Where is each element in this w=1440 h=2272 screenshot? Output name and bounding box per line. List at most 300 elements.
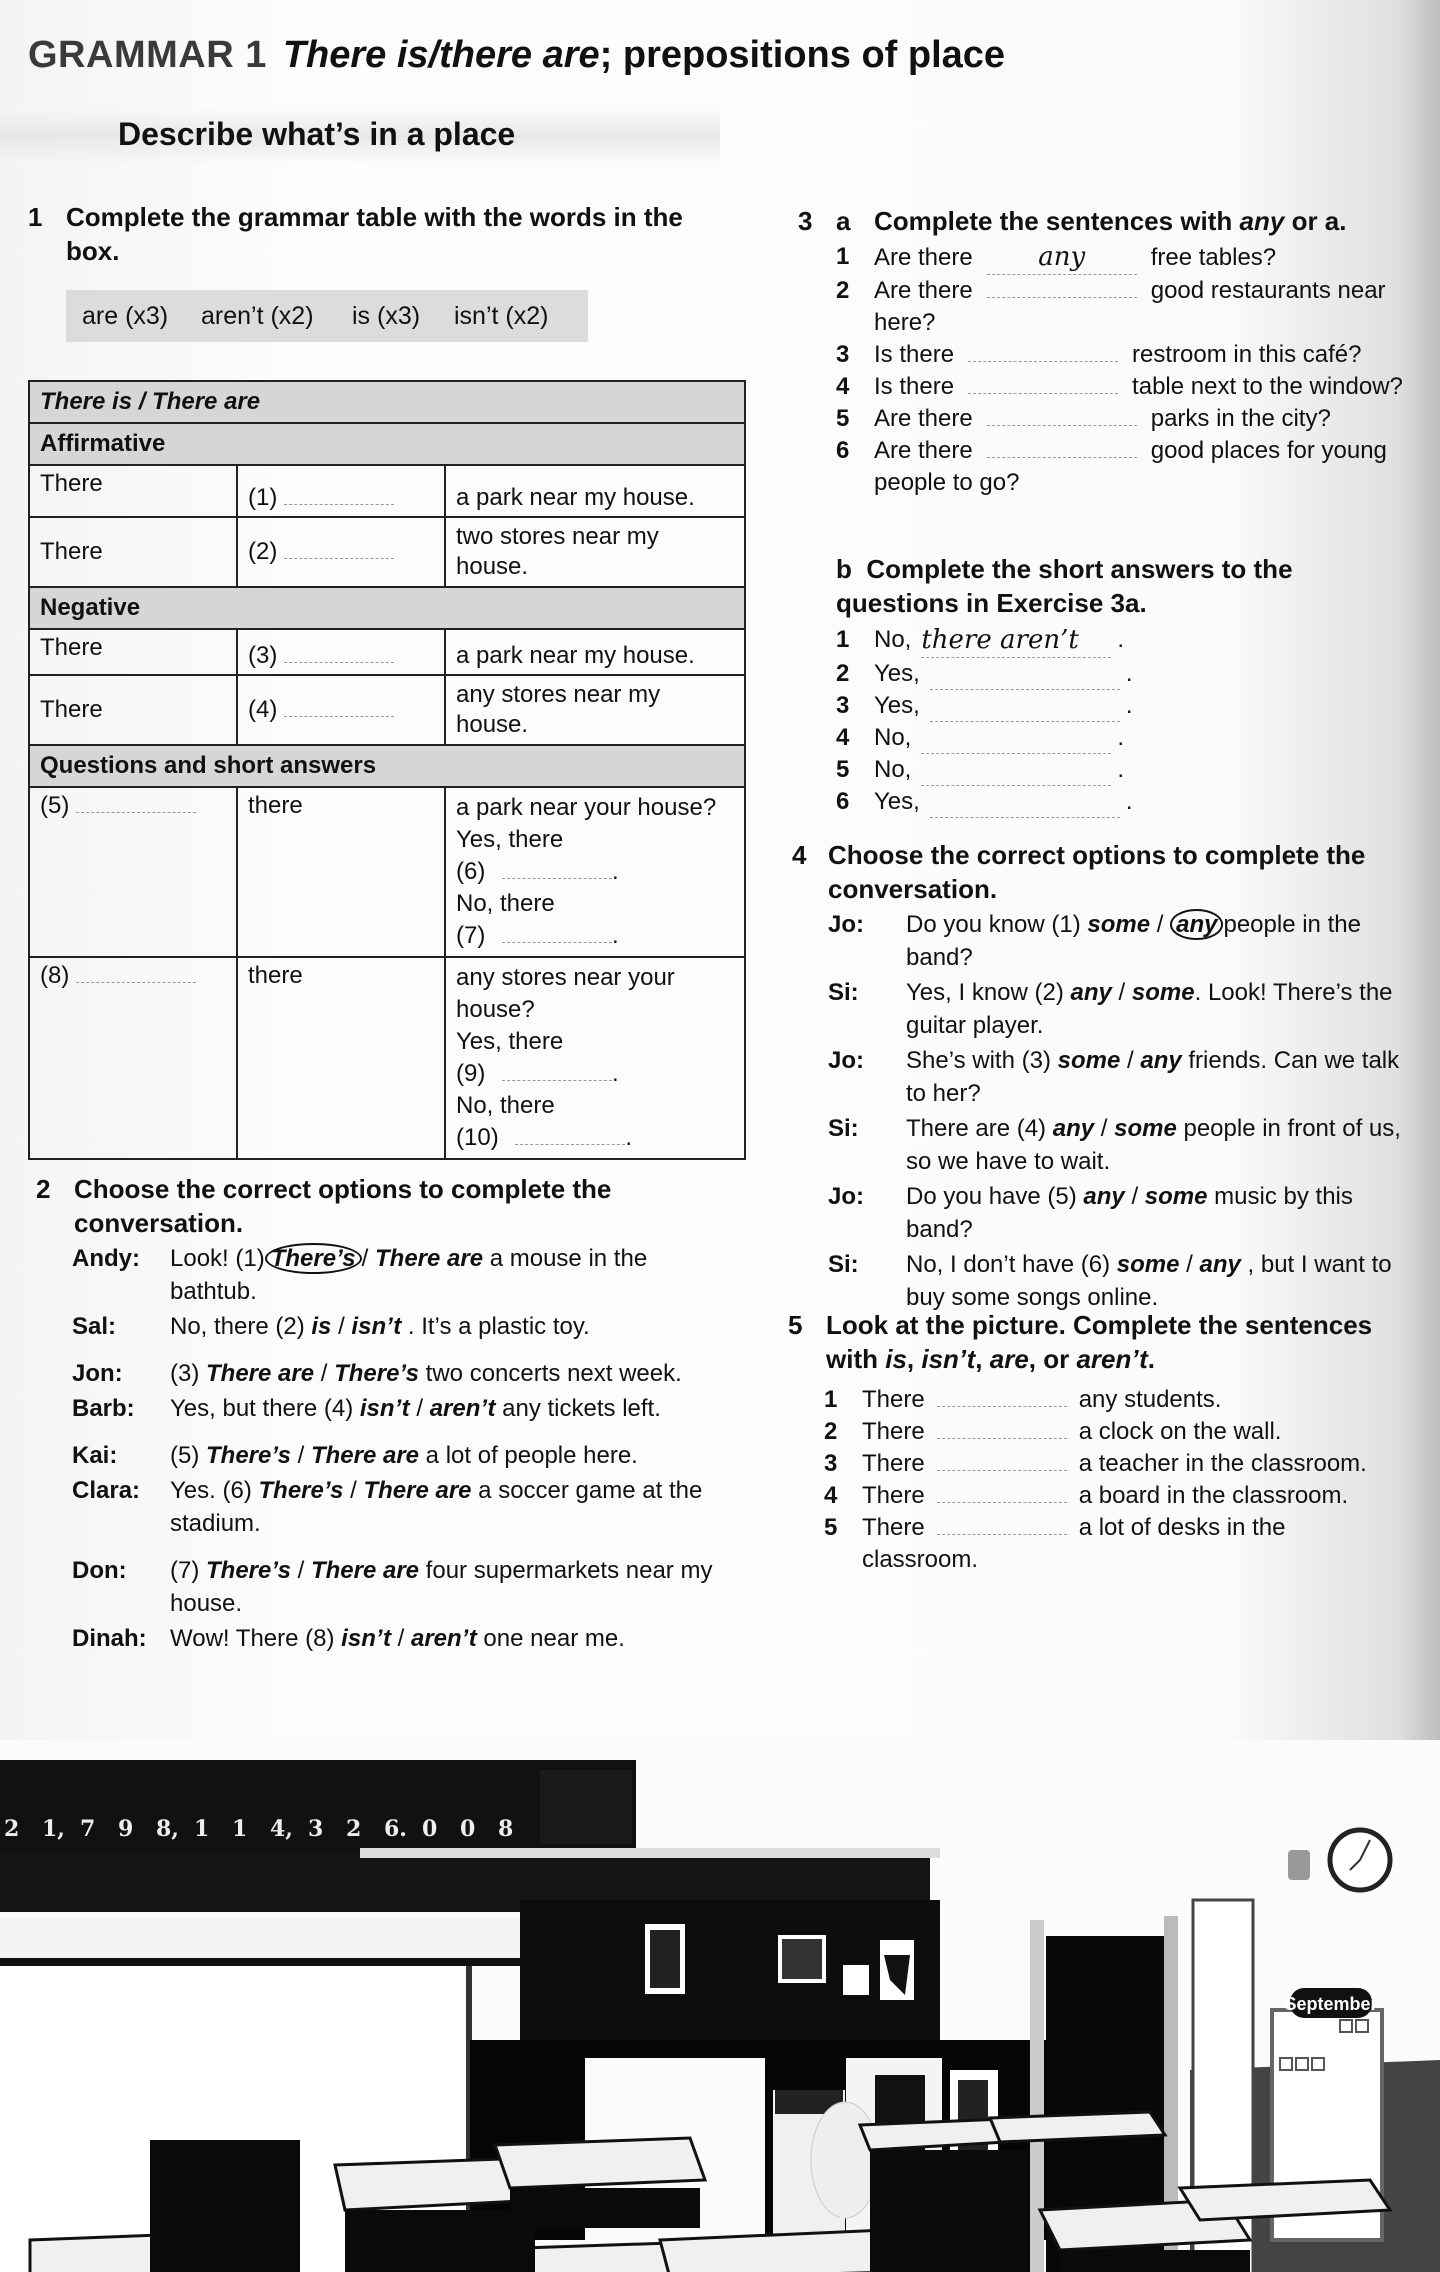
instruction-any: any: [1239, 206, 1285, 236]
table-row: [29, 517, 745, 587]
exercise-4-heading: [792, 838, 1402, 906]
sentence-item: [824, 1512, 1398, 1576]
period: .: [1117, 724, 1125, 751]
section-row: [29, 423, 745, 465]
item-text: [874, 241, 1276, 275]
dialogue: [792, 908, 1402, 1314]
exercise-letter: a: [836, 206, 851, 236]
speaker-name: Kai:: [72, 1442, 118, 1469]
sentence-start: Are there: [874, 405, 973, 432]
short-answer-item: [836, 786, 1408, 818]
line-pre: She’s with (3): [906, 1047, 1058, 1074]
line-post: any tickets left.: [495, 1395, 661, 1422]
table-cell: there: [237, 957, 445, 1159]
instruction-a: a.: [1324, 206, 1347, 236]
line-text: [906, 976, 1402, 1042]
dialogue-line: [792, 1044, 1402, 1110]
sentence-item: [836, 339, 1408, 371]
option-2[interactable]: some: [1144, 1183, 1208, 1210]
answer-blank[interactable]: [937, 1534, 1067, 1535]
place-value-digit: 0: [422, 1816, 438, 1842]
item-number: 6: [836, 788, 850, 815]
answer-blank[interactable]: [930, 786, 1120, 818]
option-1[interactable]: There’s: [206, 1442, 291, 1469]
sentence-item: [824, 1480, 1398, 1512]
place-value-digit: 3: [308, 1816, 324, 1842]
question-text: a park near your house?: [456, 794, 717, 821]
item-number: 5: [836, 405, 850, 432]
line-post: . It’s a plastic toy.: [401, 1313, 590, 1340]
answer-blank[interactable]: [930, 658, 1120, 690]
table-cell: There: [29, 629, 237, 675]
blank-number: (9): [456, 1060, 486, 1087]
classroom-illustration: [0, 1740, 1440, 2272]
item-text: [874, 435, 1408, 499]
option-2[interactable]: any: [1140, 1047, 1182, 1074]
blank-input[interactable]: [502, 1080, 612, 1081]
sentence-item: [824, 1384, 1398, 1416]
sentence-end: good restaurants near here?: [874, 277, 1386, 336]
line-post: a soccer game at the stadium.: [170, 1477, 703, 1537]
blank-input[interactable]: [76, 812, 196, 813]
place-value-digit: 1: [194, 1816, 210, 1842]
speaker-name: Jo:: [828, 1047, 864, 1074]
classroom-photo: [0, 1740, 1440, 2272]
speaker-name: Si:: [828, 979, 859, 1006]
subtitle-band: [0, 108, 720, 164]
option-2[interactable]: There are: [363, 1477, 472, 1504]
exercise-instruction: Choose the correct options to complete the conversation.: [828, 840, 1366, 904]
blank-input[interactable]: [284, 662, 394, 663]
sentence-start: There: [862, 1514, 925, 1541]
topic-italic: There is/there are: [282, 34, 600, 76]
option-1[interactable]: isn’t: [341, 1625, 391, 1652]
answer-blank[interactable]: [987, 297, 1137, 298]
section-row: [29, 587, 745, 629]
table-cell: There: [29, 675, 237, 745]
item-text: [862, 1480, 1398, 1512]
line-post: . Look! There’s the guitar player.: [906, 979, 1393, 1039]
option-separator: /: [1111, 979, 1132, 1006]
dialogue-line: [36, 1242, 736, 1308]
table-title-row: [29, 381, 745, 423]
item-number: 1: [824, 1386, 838, 1413]
exercise-3b-heading: [798, 552, 1408, 620]
exercise-4: [792, 838, 1402, 1314]
dialogue: [36, 1242, 736, 1655]
short-answer-list: [798, 624, 1408, 818]
place-value-digit: 1,: [42, 1816, 65, 1842]
section-negative: Negative: [29, 587, 745, 629]
option-separator: /: [343, 1477, 364, 1504]
option-2[interactable]: any: [1170, 909, 1223, 940]
line-pre: No, there (2): [170, 1313, 312, 1340]
sentence-item: [824, 1416, 1398, 1448]
section-row: [29, 745, 745, 787]
line-post: two concerts next week.: [419, 1360, 682, 1387]
sentence-start: Are there: [874, 277, 973, 304]
short-answer-item: [836, 658, 1408, 690]
word-box: [66, 290, 588, 342]
exercise-number: 4: [792, 840, 807, 870]
item-text: [862, 1384, 1398, 1416]
option-1[interactable]: isn’t: [359, 1395, 410, 1422]
subtitle: Describe what’s in a place: [118, 116, 516, 152]
word-box-item: is (x3): [352, 302, 421, 330]
item-text: [874, 403, 1331, 435]
line-text: [170, 1474, 736, 1540]
dialogue-line: [36, 1474, 736, 1540]
option-2[interactable]: isn’t: [351, 1313, 402, 1340]
option-2[interactable]: There are: [310, 1557, 420, 1584]
answer-blank[interactable]: [937, 1406, 1067, 1407]
sentence-item: [836, 371, 1408, 403]
line-post: music by this band?: [906, 1183, 1353, 1243]
blank-input[interactable]: [502, 878, 612, 879]
sentence-end: a teacher in the classroom.: [1078, 1450, 1367, 1477]
option-1[interactable]: some: [1057, 1047, 1121, 1074]
instruction-text: Complete the sentences with: [874, 206, 1240, 236]
blank-input[interactable]: [515, 1144, 625, 1145]
option-1[interactable]: There are: [206, 1360, 315, 1387]
speaker-name: Jo:: [828, 1183, 864, 1210]
option-1[interactable]: any: [1070, 979, 1112, 1006]
answer-blank[interactable]: [968, 393, 1118, 394]
table-row: [29, 675, 745, 745]
line-text: [906, 1180, 1402, 1246]
option-1[interactable]: is: [311, 1313, 332, 1340]
item-text: [874, 371, 1403, 403]
period: .: [1117, 756, 1125, 783]
line-pre: Yes, I know (2): [906, 979, 1071, 1006]
line-post: people in the band?: [906, 911, 1361, 971]
blank-number: (3): [248, 642, 278, 669]
answer-start: No,: [874, 756, 912, 783]
table-cell: There: [29, 517, 237, 587]
option-separator: /: [290, 1557, 311, 1584]
sentence-start: There: [862, 1482, 925, 1509]
sentence-end: restroom in this café?: [1132, 341, 1362, 368]
speaker-name: Dinah:: [72, 1625, 147, 1652]
place-value-digit: 8,: [156, 1816, 179, 1842]
short-answer-item: [836, 624, 1408, 658]
item-text: [874, 339, 1361, 371]
item-number: 4: [836, 373, 850, 400]
sentence-start: Is there: [874, 373, 955, 400]
sentence-item: [836, 435, 1408, 499]
exercise-5: [788, 1308, 1398, 1576]
sentence-item: [836, 275, 1408, 339]
place-value-digit: 2: [346, 1816, 362, 1842]
section-questions: Questions and short answers: [29, 745, 745, 787]
line-pre: (7): [170, 1557, 206, 1584]
sentence-end: parks in the city?: [1150, 405, 1331, 432]
table-title: There is / There are: [29, 381, 745, 423]
speaker-name: Jo:: [828, 911, 864, 938]
page-title: [28, 34, 1005, 77]
blank-input[interactable]: [76, 982, 196, 983]
table-row: (8) there any stores near your house? Yes, there (9) . No, there (10) .: [29, 957, 745, 1159]
place-value-digit: 0: [460, 1816, 476, 1842]
answer-blank[interactable]: [937, 1438, 1067, 1439]
exercise-number: 3: [798, 206, 813, 236]
place-value-digit: 1: [232, 1816, 248, 1842]
option-1[interactable]: There’s: [206, 1557, 291, 1584]
table-row: [29, 629, 745, 675]
option-2[interactable]: some: [1114, 1115, 1177, 1142]
exercise-2-heading: [36, 1172, 736, 1240]
dialogue-line: [792, 1180, 1402, 1246]
item-number: 3: [836, 692, 850, 719]
period: .: [1125, 660, 1133, 687]
grammar-table: [28, 380, 746, 1160]
exercise-3a: [798, 206, 1408, 499]
sentence-end: table next to the window?: [1132, 373, 1403, 400]
line-text: [906, 908, 1402, 974]
option-separator: /: [290, 1442, 311, 1469]
exercise-5-heading: 5 Look at the picture. Complete the sentences with is, isn’t, are, or aren’t.: [788, 1310, 1373, 1374]
table-cell: any stores near my house.: [445, 675, 745, 745]
dialogue-line: [36, 1622, 736, 1655]
line-post: a lot of people here.: [419, 1442, 638, 1469]
dialogue-line: [36, 1554, 736, 1620]
sentence-start: Is there: [874, 341, 955, 368]
short-answer-no: No, there: [456, 890, 555, 917]
table-cell: There: [29, 465, 237, 517]
exercise-number: 1: [28, 202, 43, 232]
option-2[interactable]: aren’t: [410, 1625, 477, 1652]
period: .: [1125, 788, 1133, 815]
blank-input[interactable]: [284, 558, 394, 559]
sentence-start: Are there: [874, 437, 973, 464]
item-number: 1: [836, 243, 850, 270]
line-text: [170, 1439, 736, 1472]
table-cell: two stores near my house.: [445, 517, 745, 587]
line-pre: Do you have (5): [906, 1183, 1084, 1210]
short-answer-no: No, there: [456, 1092, 555, 1119]
word-box-item: isn’t (x2): [454, 302, 549, 330]
option-1[interactable]: any: [1083, 1183, 1125, 1210]
line-post: friends. Can we talk to her?: [906, 1047, 1400, 1107]
blank-input[interactable]: [502, 942, 612, 943]
answer-blank[interactable]: [937, 1502, 1067, 1503]
answer-blank[interactable]: [987, 425, 1137, 426]
line-pre: Yes. (6): [170, 1477, 259, 1504]
answer-start: Yes,: [874, 788, 920, 815]
blank-number: (4): [248, 696, 278, 723]
blank-number: (10): [456, 1124, 499, 1151]
option-2[interactable]: some: [1131, 979, 1195, 1006]
option-separator: /: [1124, 1183, 1145, 1210]
bulletin-board: [520, 1900, 940, 2048]
item-number: 1: [836, 626, 850, 653]
line-post: a mouse in the bathtub.: [170, 1245, 648, 1305]
line-post: , but I want to buy some songs online.: [906, 1251, 1392, 1311]
exercise-3a-heading: [798, 206, 1408, 237]
line-text: [170, 1242, 736, 1308]
option-1[interactable]: some: [1087, 911, 1151, 938]
answer-blank[interactable]: [930, 690, 1120, 722]
exercise-1-heading: [28, 200, 718, 268]
option-separator: /: [390, 1625, 411, 1652]
line-text: [170, 1310, 736, 1343]
option-2[interactable]: There’s: [334, 1360, 420, 1387]
exercise-number: 2: [36, 1174, 51, 1204]
sentence-end: a lot of desks in the classroom.: [862, 1514, 1286, 1573]
line-pre: (5): [170, 1442, 206, 1469]
line-pre: There are (4): [906, 1115, 1053, 1142]
line-text: [906, 1112, 1402, 1178]
line-text: [170, 1392, 736, 1425]
spacer: [36, 1425, 736, 1437]
blank-number: (6): [456, 858, 486, 885]
answer-blank[interactable]: [987, 457, 1137, 458]
answer-blank[interactable]: [937, 1470, 1067, 1471]
period: .: [1125, 692, 1133, 719]
sentence-item: [836, 241, 1408, 275]
option-separator: /: [361, 1245, 375, 1272]
dialogue-line: [792, 976, 1402, 1042]
answer-blank[interactable]: [968, 361, 1118, 362]
line-text: [170, 1622, 736, 1655]
short-answer-item: [836, 754, 1408, 786]
item-text: [862, 1512, 1398, 1576]
table-cell: a park near my house.: [445, 465, 745, 517]
speaker-name: Sal:: [72, 1313, 117, 1340]
speaker-name: Si:: [828, 1251, 859, 1278]
dialogue-line: [36, 1357, 736, 1390]
option-2[interactable]: There are: [310, 1442, 420, 1469]
option-separator: /: [1150, 911, 1171, 938]
sentence-start: There: [862, 1418, 925, 1445]
number-line: [0, 1918, 520, 1958]
speaker-name: Barb:: [72, 1395, 135, 1422]
september-label: September: [1284, 1994, 1378, 2014]
word-arent: aren’t: [1076, 1344, 1148, 1374]
sentence-end: a clock on the wall.: [1078, 1418, 1282, 1445]
place-value-digit: 2: [4, 1816, 20, 1842]
item-number: 2: [836, 660, 850, 687]
spacer: [36, 1540, 736, 1552]
item-number: 4: [836, 724, 850, 751]
option-2[interactable]: aren’t: [429, 1395, 496, 1422]
period: .: [1117, 626, 1125, 653]
option-1[interactable]: some: [1116, 1251, 1180, 1278]
option-separator: /: [331, 1313, 352, 1340]
answer-blank[interactable]: [921, 624, 1111, 658]
blank-number: (2): [248, 538, 278, 565]
line-text: [906, 1044, 1402, 1110]
item-number: 5: [836, 756, 850, 783]
dialogue-line: [792, 908, 1402, 974]
place-value-digit: 4,: [270, 1816, 293, 1842]
answer-start: No,: [874, 626, 912, 653]
exercise-instruction: Choose the correct options to complete the conversation.: [74, 1174, 612, 1238]
option-1[interactable]: any: [1052, 1115, 1095, 1142]
short-answer-yes: Yes, there: [456, 1028, 564, 1055]
instruction-text: or: [1284, 206, 1325, 236]
item-text: [862, 1416, 1398, 1448]
place-value-digit: 6.: [384, 1816, 407, 1842]
item-number: 3: [824, 1450, 838, 1477]
speaker-name: Clara:: [72, 1477, 141, 1504]
exercise-2: [36, 1172, 736, 1655]
sentence-end: a board in the classroom.: [1078, 1482, 1349, 1509]
dialogue-line: [36, 1392, 736, 1425]
dialogue-line: [792, 1112, 1402, 1178]
line-post: four supermarkets near my house.: [170, 1557, 713, 1617]
option-separator: /: [1120, 1047, 1141, 1074]
blank-number: (5): [40, 792, 70, 819]
blank-input[interactable]: [284, 716, 394, 717]
table-cell: a park near my house.: [445, 629, 745, 675]
speaker-name: Andy:: [72, 1245, 140, 1272]
place-value-digit: 8: [498, 1816, 514, 1842]
line-post: people in front of us, so we have to wait.: [906, 1115, 1401, 1175]
grammar-label: GRAMMAR 1: [28, 34, 267, 76]
sentence-end: free tables?: [1150, 244, 1277, 271]
blank-number: (8): [40, 962, 70, 989]
line-text: [170, 1357, 736, 1390]
sentence-item: [836, 403, 1408, 435]
item-text: [874, 275, 1408, 339]
dialogue-line: [792, 1248, 1402, 1314]
spacer: [36, 1343, 736, 1355]
option-separator: /: [314, 1360, 335, 1387]
exercise-instruction: Complete the grammar table with the words in the box.: [66, 202, 683, 266]
short-answer-item: [836, 690, 1408, 722]
item-text: [862, 1448, 1398, 1480]
answer-blank[interactable]: [921, 754, 1111, 786]
dialogue-line: [36, 1310, 736, 1343]
option-2[interactable]: There are: [375, 1245, 484, 1272]
exercise-number: 5: [788, 1310, 803, 1340]
instruction-text: Look at the picture. Complete the sentences with: [826, 1310, 1373, 1374]
short-answer-yes: Yes, there: [456, 826, 564, 853]
speaker-name: Jon:: [72, 1360, 123, 1387]
answer-blank[interactable]: [987, 241, 1137, 275]
line-pre: Wow! There (8): [170, 1625, 342, 1652]
option-separator: /: [1094, 1115, 1115, 1142]
sentence-start: There: [862, 1386, 925, 1413]
blank-input[interactable]: [284, 504, 394, 505]
table-row: (5) there a park near your house? Yes, there (6) . No, there (7) .: [29, 787, 745, 957]
line-pre: Look! (1): [170, 1245, 265, 1272]
speaker-name: Si:: [828, 1115, 859, 1142]
sentence-list: [798, 241, 1408, 499]
sentence-end: good places for young people to go?: [874, 437, 1387, 496]
option-2[interactable]: any: [1199, 1251, 1241, 1278]
line-pre: No, I don’t have (6): [906, 1251, 1117, 1278]
handwritten-answer: any: [1038, 242, 1086, 272]
option-separator: /: [409, 1395, 430, 1422]
item-number: 3: [836, 341, 850, 368]
table-cell: there: [237, 787, 445, 957]
answer-blank[interactable]: [921, 722, 1111, 754]
blank-number: (7): [456, 922, 486, 949]
exercise-instruction: Complete the short answers to the questions in Exercise 3a.: [836, 554, 1293, 618]
line-pre: (3): [170, 1360, 206, 1387]
line-pre: Do you know (1): [906, 911, 1088, 938]
option-1[interactable]: There’s: [258, 1477, 344, 1504]
sentence-end: any students.: [1078, 1386, 1222, 1413]
short-answer-item: [836, 722, 1408, 754]
word-are: are: [989, 1344, 1029, 1374]
item-number: 5: [824, 1514, 838, 1541]
exercise-letter: b: [836, 554, 852, 584]
line-text: [906, 1248, 1402, 1314]
option-1[interactable]: There’s: [265, 1243, 362, 1274]
